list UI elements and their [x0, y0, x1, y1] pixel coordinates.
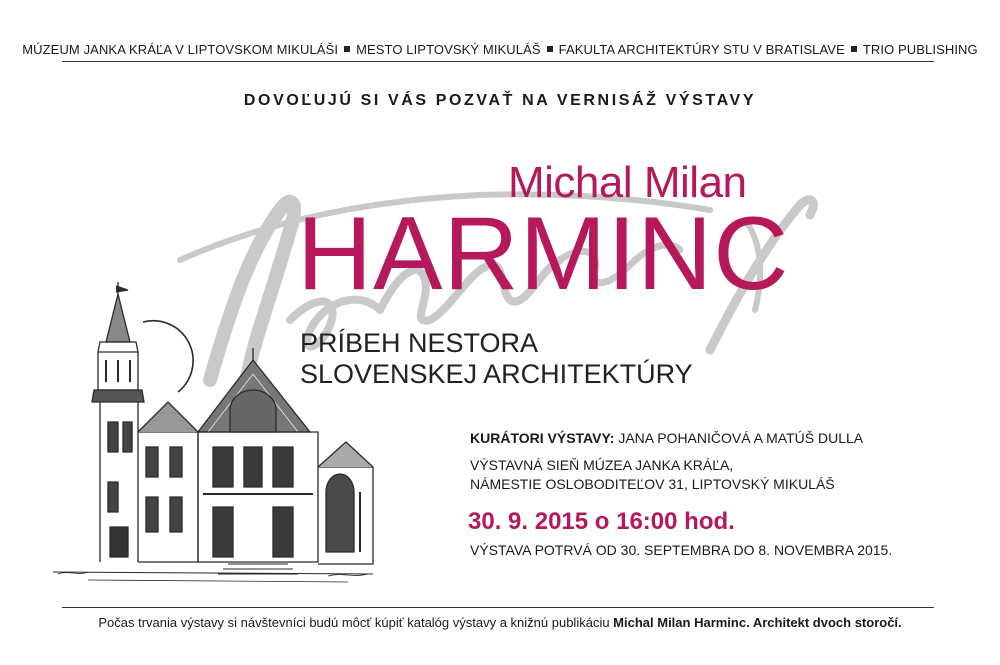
venue-line-2: NÁMESTIE OSLOBODITEĽOV 31, LIPTOVSKÝ MIKULÁŠ — [470, 476, 835, 492]
top-divider — [62, 61, 934, 62]
partner-museum: MÚZEUM JANKA KRÁĽA V LIPTOVSKOM MIKULÁŠI — [22, 42, 339, 57]
square-bullet-icon — [851, 46, 857, 52]
exhibition-subtitle — [300, 328, 693, 390]
subtitle-line-2: SLOVENSKEJ ARCHITEKTÚRY — [300, 359, 693, 389]
subtitle-line-1: PRÍBEH NESTORA — [300, 328, 539, 358]
footer-text: Počas trvania výstavy si návštevníci budú môcť kúpiť katalóg výstavy a knižnú publikáciu — [98, 615, 614, 630]
footer-book-title: Michal Milan Harminc. Architekt dvoch storočí. — [613, 615, 902, 630]
curators-label: KURÁTORI VÝSTAVY: — [470, 430, 615, 446]
partner-list — [0, 42, 1000, 57]
opening-datetime: 30. 9. 2015 o 16:00 hod. — [468, 508, 735, 535]
square-bullet-icon — [547, 46, 553, 52]
partner-city: MESTO LIPTOVSKÝ MIKULÁŠ — [356, 42, 541, 57]
footer-note — [0, 615, 1000, 630]
artist-first-names: Michal Milan — [508, 158, 747, 207]
curators-names: JANA POHANIČOVÁ A MATÚŠ DULLA — [618, 430, 864, 446]
venue-line-1: VÝSTAVNÁ SIEŇ MÚZEA JANKA KRÁĽA, — [470, 457, 734, 473]
partner-faculty: FAKULTA ARCHITEKTÚRY STU V BRATISLAVE — [558, 42, 845, 57]
exhibition-duration: VÝSTAVA POTRVÁ OD 30. SEPTEMBRA DO 8. NOVEMBRA 2015. — [470, 542, 893, 558]
artist-surname: HARMINC — [297, 196, 790, 312]
partner-publisher: TRIO PUBLISHING — [862, 42, 978, 57]
curators — [470, 430, 863, 446]
bottom-divider — [62, 607, 934, 608]
invitation-heading: DOVOĽUJÚ SI VÁS POZVAŤ NA VERNISÁŽ VÝSTAVY — [243, 92, 757, 109]
square-bullet-icon — [344, 46, 350, 52]
venue — [470, 456, 835, 494]
